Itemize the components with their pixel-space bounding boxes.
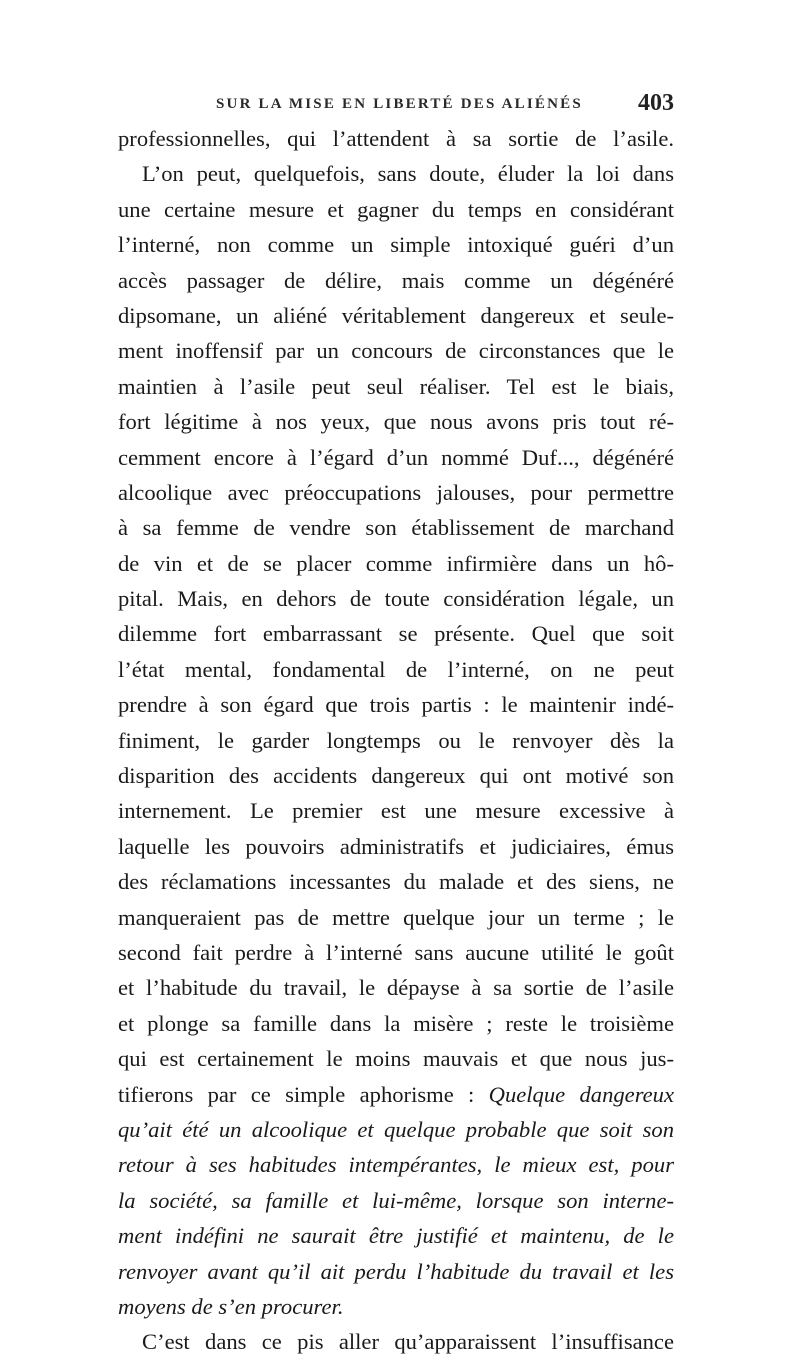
text-line-italic: retour à ses habitudes intempérantes, le mieux est, pour [118, 1152, 674, 1178]
text-line: une certaine mesure et gagner du temps en considérant [118, 196, 674, 222]
text-line: des réclamations incessantes du malade et des siens, ne [118, 869, 674, 895]
text-line: l’état mental, fondamental de l’interné, on ne peut [118, 656, 674, 682]
text-line-italic: la société, sa famille et lui-même, lorsque son interne- [118, 1187, 674, 1213]
italic-run: Quelque dangereux [488, 1081, 674, 1107]
text-line: et plonge sa famille dans la misère ; reste le troisième [118, 1010, 674, 1036]
text-line: prendre à son égard que trois partis : le maintenir indé- [118, 692, 674, 718]
body-text [118, 121, 674, 1360]
text-line: accès passager de délire, mais comme un dégénéré [118, 267, 674, 293]
text-line: fort légitime à nos yeux, que nous avons pris tout ré- [118, 409, 674, 435]
text-line: internement. Le premier est une mesure excessive à [118, 798, 674, 824]
text-line-italic: qu’ait été un alcoolique et quelque probable que soit son [118, 1116, 674, 1142]
text-line: et l’habitude du travail, le dépayse à sa sortie de l’asile [118, 975, 674, 1001]
text-line: ment inoffensif par un concours de circonstances que le [118, 338, 674, 364]
text-line: disparition des accidents dangereux qui ont motivé son [118, 763, 674, 789]
text-line: qui est certainement le moins mauvais et que nous jus- [118, 1046, 674, 1072]
text-line-italic: renvoyer avant qu’il ait perdu l’habitude du travail et les [118, 1258, 674, 1284]
text-line: maintien à l’asile peut seul réaliser. Tel est le biais, [118, 373, 674, 399]
text-line: C’est dans ce pis aller qu’apparaissent l’insuffisance [142, 1329, 674, 1355]
text-line: cemment encore à l’égard d’un nommé Duf..., dégénéré [118, 444, 674, 470]
running-title: SUR LA MISE EN LIBERTÉ DES ALIÉNÉS [216, 96, 583, 112]
text-line: dipsomane, un aliéné véritablement dangereux et seule- [118, 302, 674, 328]
text-line-italic: ment indéfini ne saurait être justifié et maintenu, de le [118, 1223, 674, 1249]
page-header [118, 88, 674, 118]
text-line: à sa femme de vendre son établissement de marchand [118, 515, 674, 541]
text-line: tifierons par ce simple aphorisme : Quelque dangereux [118, 1081, 674, 1107]
text-line: manqueraient pas de mettre quelque jour un terme ; le [118, 904, 674, 930]
text-line: second fait perdre à l’interné sans aucune utilité le goût [118, 939, 674, 965]
text-line: pital. Mais, en dehors de toute considération légale, un [118, 586, 674, 612]
text-line-italic: moyens de s’en procurer. [118, 1293, 344, 1319]
text-line: dilemme fort embarrassant se présente. Quel que soit [118, 621, 674, 647]
text-line: alcoolique avec préoccupations jalouses, pour permettre [118, 479, 674, 505]
text-line: l’interné, non comme un simple intoxiqué guéri d’un [118, 232, 674, 258]
text-line: laquelle les pouvoirs administratifs et judiciaires, émus [118, 833, 674, 859]
page-number: 403 [638, 90, 674, 116]
text-line: L’on peut, quelquefois, sans doute, éluder la loi dans [142, 161, 674, 187]
text-line: finiment, le garder longtemps ou le renvoyer dès la [118, 727, 674, 753]
text-line: professionnelles, qui l’attendent à sa sortie de l’asile. [118, 126, 674, 151]
text-line: de vin et de se placer comme infirmière dans un hô- [118, 550, 674, 576]
